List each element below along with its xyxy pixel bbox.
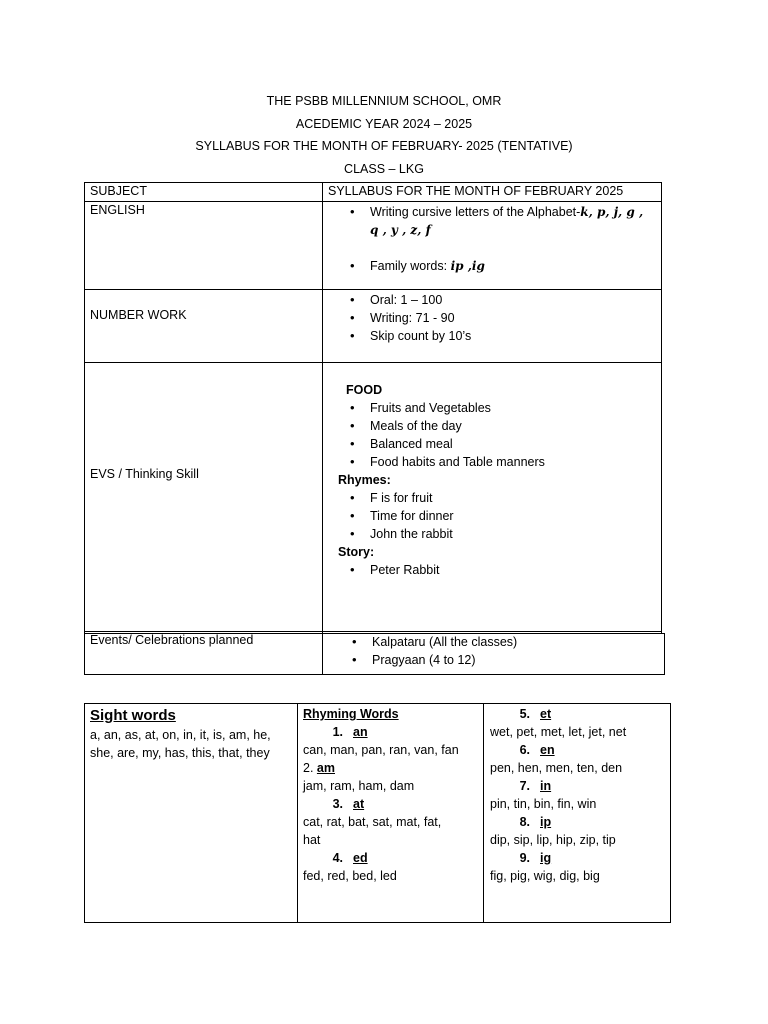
col-subject-header: SUBJECT: [90, 184, 147, 198]
rhyme-words: hat: [303, 833, 321, 847]
rhyme-number: 5.: [519, 707, 530, 721]
rhyming-words-cell: [303, 705, 483, 885]
rhyme-number: 1.: [332, 725, 343, 739]
rhyme-words: pin, tin, bin, fin, win: [490, 797, 597, 811]
rhyme-number: 2.: [303, 761, 314, 775]
rhyme-words: pen, hen, men, ten, den: [490, 761, 623, 775]
rhyme-family: in: [540, 779, 552, 793]
rhyme-family: at: [353, 797, 365, 811]
rhyme-family: ed: [353, 851, 368, 865]
class-label: CLASS – LKG: [344, 162, 424, 176]
list-item: • Writing: 71 - 90: [322, 309, 661, 327]
list-item: • F is for fruit: [322, 489, 661, 507]
rhyme-family: en: [540, 743, 555, 757]
rhyme-number: 8.: [519, 815, 530, 829]
rhyme-words: fed, red, bed, led: [303, 869, 397, 883]
school-name: THE PSBB MILLENNIUM SCHOOL, OMR: [266, 94, 502, 108]
rhyme-family: am: [316, 761, 335, 775]
list-item: • Oral: 1 – 100: [322, 291, 661, 309]
rhyming-words-cell-2: [490, 705, 670, 885]
list-item: • John the rabbit: [322, 525, 661, 543]
rhymes-heading: Rhymes:: [338, 473, 391, 487]
rhyme-number: 4.: [332, 851, 343, 865]
subject-evs: EVS / Thinking Skill: [90, 467, 199, 481]
rhyme-words: jam, ram, ham, dam: [303, 779, 415, 793]
subject-number-work: NUMBER WORK: [90, 308, 187, 322]
rhyme-family: an: [353, 725, 368, 739]
list-item: • Kalpataru (All the classes): [324, 633, 663, 651]
list-item: • Pragyaan (4 to 12): [324, 651, 663, 669]
sight-words-line-2: she, are, my, has, this, that, they: [90, 746, 270, 760]
list-item: • Food habits and Table manners: [322, 453, 661, 471]
list-item: • Peter Rabbit: [322, 561, 661, 579]
sight-words-line-1: a, an, as, at, on, in, it, is, am, he,: [90, 728, 271, 742]
cursive-label: Writing cursive letters of the Alphabet-: [370, 205, 581, 219]
rhyme-words: dip, sip, lip, hip, zip, tip: [490, 833, 616, 847]
list-item: [322, 257, 661, 275]
cursive-letters-2: q , y , z, f: [370, 223, 431, 237]
rhyme-family: et: [540, 707, 552, 721]
story-heading: Story:: [338, 545, 375, 559]
rhyme-words: fig, pig, wig, dig, big: [490, 869, 600, 883]
rhyming-words-heading: Rhyming Words: [303, 707, 399, 721]
syllabus-title: SYLLABUS FOR THE MONTH OF FEBRUARY- 2025 (TENTATIVE): [195, 139, 573, 153]
sight-words-heading: Sight words: [90, 707, 176, 724]
col-syllabus-header: SYLLABUS FOR THE MONTH OF FEBRUARY 2025: [328, 184, 624, 198]
family-label: Family words:: [370, 259, 448, 273]
rhyme-number: 6.: [519, 743, 530, 757]
list-item: [322, 203, 661, 239]
english-syllabus: [322, 203, 661, 275]
sight-words-cell: [90, 706, 296, 762]
list-item: • Time for dinner: [322, 507, 661, 525]
list-item: • Balanced meal: [322, 435, 661, 453]
events-list: [324, 633, 663, 669]
food-heading: FOOD: [346, 383, 383, 397]
evs-syllabus: [322, 381, 661, 579]
academic-year: ACEDEMIC YEAR 2024 – 2025: [295, 117, 473, 131]
rhyme-words: cat, rat, bat, sat, mat, fat,: [303, 815, 442, 829]
rhyme-family: ig: [540, 851, 552, 865]
rhyme-number: 9.: [519, 851, 530, 865]
cursive-letters-1: k, p, j, g ,: [580, 205, 644, 219]
rhyme-words: wet, pet, met, let, jet, net: [490, 725, 627, 739]
rhyme-family: ip: [540, 815, 552, 829]
subject-english: ENGLISH: [90, 203, 145, 217]
subject-events: Events/ Celebrations planned: [90, 633, 254, 647]
number-work-syllabus: [322, 291, 661, 345]
list-item: • Fruits and Vegetables: [322, 399, 661, 417]
rhyme-words: can, man, pan, ran, van, fan: [303, 743, 459, 757]
rhyme-number: 3.: [332, 797, 343, 811]
family-words: ip ,ig: [450, 259, 485, 273]
list-item: • Skip count by 10’s: [322, 327, 661, 345]
rhyme-number: 7.: [519, 779, 530, 793]
list-item: • Meals of the day: [322, 417, 661, 435]
